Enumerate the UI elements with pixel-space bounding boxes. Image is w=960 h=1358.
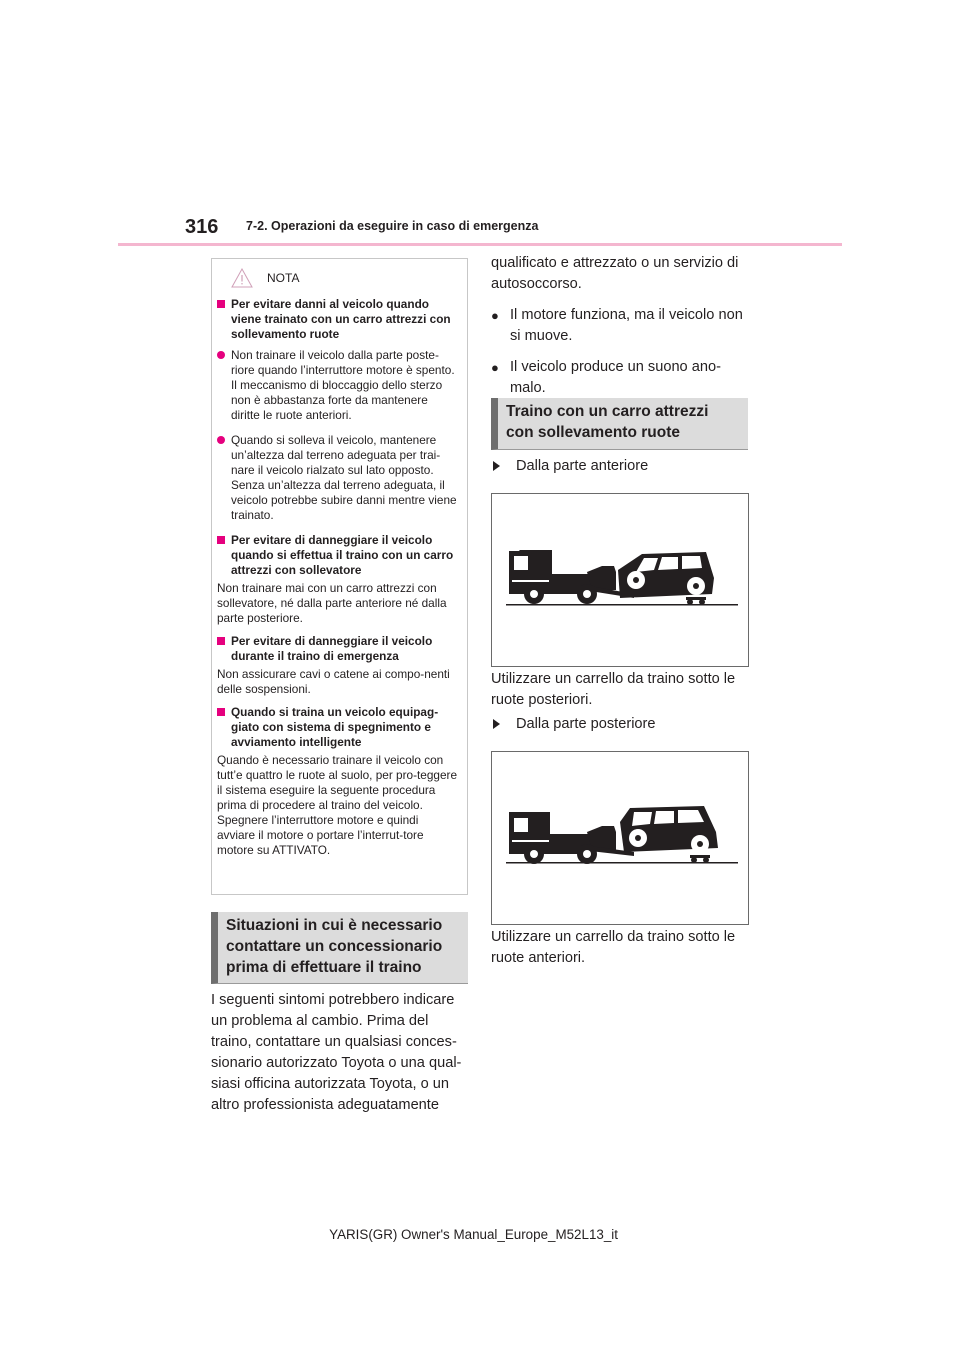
front-label-row (493, 456, 748, 477)
bullet-dot-icon: ● (491, 308, 499, 323)
nota-bullet-text: Quando si solleva il veicolo, mantenere un’altezza dal terreno adeguata per trai-nare il veicolo rialzato sul lato opposto. Senza un’altezza dal terreno adeguata, il veicolo potrebbe subire danni mentre viene trainato. (231, 433, 457, 522)
square-bullet-icon (217, 300, 225, 308)
nota-heading (217, 634, 459, 664)
square-bullet-icon (217, 708, 225, 716)
square-bullet-icon (217, 536, 225, 544)
warning-icon (231, 268, 253, 288)
nota-header (217, 267, 459, 289)
section-heading-towing: Traino con un carro attrezzi con sollevamento ruote (491, 398, 748, 450)
nota-box (211, 258, 468, 895)
dot-bullet-icon (217, 351, 225, 359)
arrow-bullet-icon (493, 719, 507, 729)
nota-heading (217, 705, 459, 750)
page-number: 316 (185, 216, 219, 238)
header-rule (118, 243, 842, 246)
section-heading-dealer: Situazioni in cui è necessario contattare un concessionario prima di effettuare il traino (211, 912, 468, 984)
list-item-text: Il motore funziona, ma il veicolo non si muove. (510, 307, 743, 344)
right-column-text (491, 253, 748, 399)
footer-text: YARIS(GR) Owner's Manual_Europe_M52L13_it (329, 1227, 618, 1242)
continuation-paragraph: qualificato e attrezzato o un servizio di autosoccorso. (491, 255, 739, 292)
dealer-paragraph: I seguenti sintomi potrebbero indicare un problema al cambio. Prima del traino, contattare un qualsiasi conces-sionario autorizzato Toyota o una qual-siasi officina autorizzata Toyota, o un altro professionista adeguatamente (211, 992, 462, 1113)
front-label: Dalla parte anteriore (516, 458, 649, 474)
dot-bullet-icon (217, 436, 225, 444)
square-bullet-icon (217, 637, 225, 645)
rear-label-row (493, 714, 748, 735)
rear-label: Dalla parte posteriore (516, 716, 656, 732)
chapter-title: 7-2. Operazioni da eseguire in caso di emergenza (246, 219, 539, 233)
rear-caption: Utilizzare un carrello da traino sotto le ruote anteriori. (491, 929, 736, 966)
nota-heading-text: Per evitare danni al veicolo quando viene trainato con un carro attrezzi con sollevamento ruote (231, 297, 451, 341)
nota-heading (217, 297, 459, 342)
tow-front-illustration (491, 493, 749, 667)
tow-truck-front-image (492, 494, 748, 666)
bullet-dot-icon: ● (491, 360, 499, 375)
nota-bullet-text: Non trainare il veicolo dalla parte poste-riore quando l’interruttore motore è spento. Il meccanismo di bloccaggio dello sterzo non è abbastanza forte da mantenere diritte le ruote anteriori. (231, 348, 455, 422)
list-item-text: Il veicolo produce un suono ano-malo. (510, 359, 721, 396)
nota-bullet (217, 348, 459, 423)
tow-truck-rear-image (492, 752, 748, 924)
arrow-bullet-icon (493, 461, 507, 471)
nota-heading (217, 533, 459, 578)
list-item (491, 305, 748, 347)
nota-paragraph: Non trainare mai con un carro attrezzi con sollevatore, né dalla parte anteriore né dalla parte posteriore. (217, 581, 447, 625)
nota-heading-text: Quando si traina un veicolo equipag-giato con sistema di spegnimento e avviamento intelligente (231, 705, 439, 749)
front-caption: Utilizzare un carrello da traino sotto le ruote posteriori. (491, 671, 736, 708)
list-item (491, 357, 748, 399)
nota-heading-text: Per evitare di danneggiare il veicolo quando si effettua il traino con un carro attrezzi con sollevatore (231, 533, 454, 577)
tow-rear-illustration (491, 751, 749, 925)
nota-heading-text: Per evitare di danneggiare il veicolo durante il traino di emergenza (231, 634, 433, 663)
nota-bullet (217, 433, 459, 523)
nota-label: NOTA (267, 271, 300, 285)
nota-paragraph: Quando è necessario trainare il veicolo con tutt’e quattro le ruote al suolo, per pro-teggere il sistema eseguire la seguente procedura prima di procedere al traino del veicolo. Spegnere l’interruttore motore e quindi avviare il motore o portare l’interrut-tore motore su ATTIVATO. (217, 753, 458, 857)
nota-paragraph: Non assicurare cavi o catene ai compo-nenti delle sospensioni. (217, 667, 450, 696)
